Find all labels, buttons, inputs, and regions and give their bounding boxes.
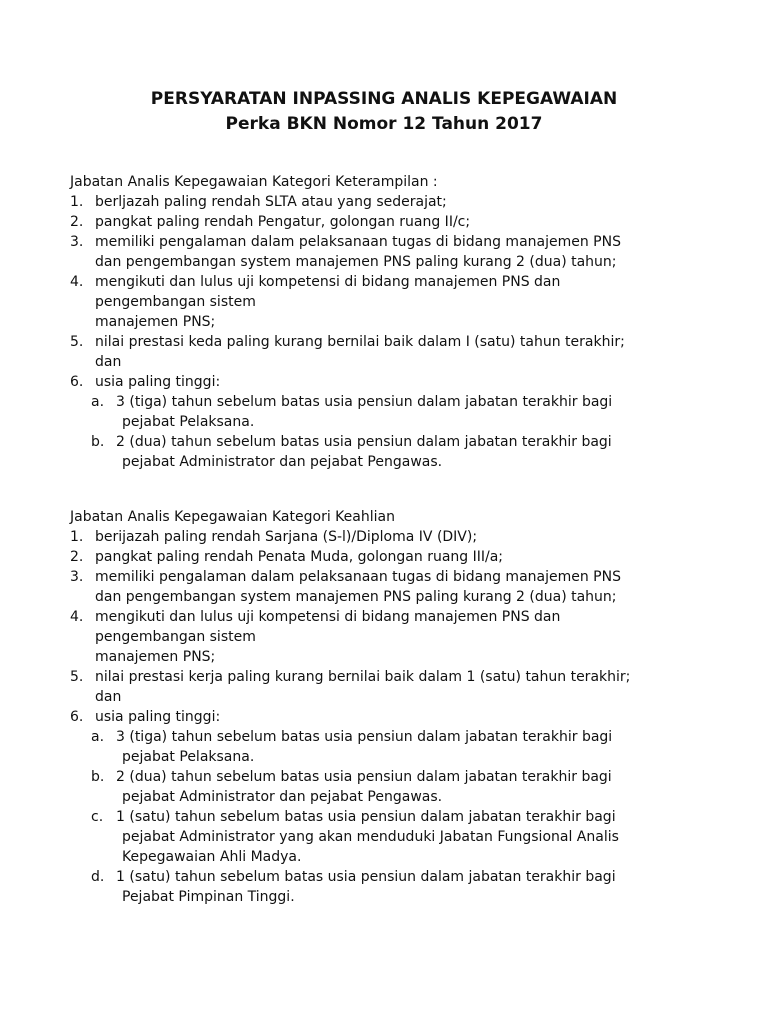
item-text-line: pangkat paling rendah Penata Muda, golongan ruang III/a; [95, 549, 504, 565]
item-text [95, 272, 710, 332]
item-number: 2. [70, 549, 84, 565]
item-text-line: berijazah paling rendah Sarjana (S-l)/Diploma IV (DIV); [95, 529, 478, 545]
item-text [95, 232, 710, 272]
item-number: 2. [70, 214, 84, 230]
item-text-line: dan [95, 689, 122, 705]
item-text-line: dan [95, 354, 122, 370]
list-item [70, 707, 710, 907]
item-text-line: pengembangan sistem [95, 294, 256, 310]
sub-item-text-line: pejabat Administrator yang akan menduduki Jabatan Fungsional Analis [122, 829, 619, 845]
sub-item-text-line: pejabat Pelaksana. [122, 414, 255, 430]
item-text [95, 607, 710, 667]
sub-item-letter: d. [91, 869, 105, 885]
sub-item-text-line: 1 (satu) tahun sebelum batas usia pensiun dalam jabatan terakhir bagi [116, 809, 616, 825]
item-text-line: pengembangan sistem [95, 629, 256, 645]
sub-item [91, 767, 710, 807]
requirement-list [70, 192, 710, 472]
list-item [70, 547, 710, 567]
item-text-line: dan pengembangan system manajemen PNS paling kurang 2 (dua) tahun; [95, 589, 617, 605]
item-text-line: usia paling tinggi: [95, 709, 221, 725]
list-item [70, 372, 710, 472]
sub-item [91, 392, 710, 432]
item-text-line: pangkat paling rendah Pengatur, golongan ruang II/c; [95, 214, 471, 230]
sub-item [91, 727, 710, 767]
list-item [70, 192, 710, 212]
item-text-line: manajemen PNS; [95, 314, 216, 330]
item-text-line: memiliki pengalaman dalam pelaksanaan tugas di bidang manajemen PNS [95, 234, 621, 250]
item-number: 5. [70, 669, 84, 685]
list-item [70, 272, 710, 332]
item-number: 4. [70, 274, 84, 290]
sub-item [91, 807, 710, 867]
item-number: 1. [70, 194, 84, 210]
sub-item-text-line: 3 (tiga) tahun sebelum batas usia pensiun dalam jabatan terakhir bagi [116, 729, 613, 745]
sub-item-letter: c. [91, 809, 104, 825]
item-number: 3. [70, 569, 84, 585]
item-text [95, 667, 710, 707]
requirement-list [70, 527, 710, 907]
sub-item-text-line: Pejabat Pimpinan Tinggi. [122, 889, 295, 905]
item-text-line: mengikuti dan lulus uji kompetensi di bidang manajemen PNS dan [95, 609, 561, 625]
sub-item-letter: a. [91, 729, 105, 745]
item-text [95, 527, 710, 547]
item-number: 6. [70, 709, 84, 725]
section-heading: Jabatan Analis Kepegawaian Kategori Keahlian [70, 509, 395, 525]
sub-item-text [116, 807, 710, 867]
sub-item-text-line: 2 (dua) tahun sebelum batas usia pensiun dalam jabatan terakhir bagi [116, 769, 612, 785]
item-text-line: memiliki pengalaman dalam pelaksanaan tugas di bidang manajemen PNS [95, 569, 621, 585]
list-item [70, 527, 710, 547]
sub-item-letter: a. [91, 394, 105, 410]
sub-item-text-line: 3 (tiga) tahun sebelum batas usia pensiun dalam jabatan terakhir bagi [116, 394, 613, 410]
sub-item-text [116, 432, 710, 472]
item-text-line: usia paling tinggi: [95, 374, 221, 390]
item-text-line: nilai prestasi kerja paling kurang bernilai baik dalam 1 (satu) tahun terakhir; [95, 669, 631, 685]
list-item [70, 232, 710, 272]
sub-item-text-line: 2 (dua) tahun sebelum batas usia pensiun dalam jabatan terakhir bagi [116, 434, 612, 450]
item-text-line: manajemen PNS; [95, 649, 216, 665]
item-number: 4. [70, 609, 84, 625]
sub-item [91, 867, 710, 907]
item-text [95, 192, 710, 212]
item-text-line: berljazah paling rendah SLTA atau yang sederajat; [95, 194, 447, 210]
item-text [95, 547, 710, 567]
item-text-line: nilai prestasi keda paling kurang bernilai baik dalam I (satu) tahun terakhir; [95, 334, 625, 350]
sub-item-letter: b. [91, 434, 105, 450]
list-item [70, 332, 710, 372]
sub-list [91, 727, 710, 907]
item-text [95, 567, 710, 607]
sub-item-text-line: 1 (satu) tahun sebelum batas usia pensiun dalam jabatan terakhir bagi [116, 869, 616, 885]
item-text [91, 372, 710, 472]
item-text [95, 332, 710, 372]
sub-item-text-line: pejabat Administrator dan pejabat Pengawas. [122, 789, 443, 805]
sub-item-text-line: pejabat Pelaksana. [122, 749, 255, 765]
section-keterampilan [70, 172, 710, 472]
section-keahlian [70, 507, 710, 907]
section-heading: Jabatan Analis Kepegawaian Kategori Keterampilan : [70, 174, 438, 190]
document-title: PERSYARATAN INPASSING ANALIS KEPEGAWAIAN [150, 89, 618, 109]
item-text-line: dan pengembangan system manajemen PNS paling kurang 2 (dua) tahun; [95, 254, 617, 270]
document-subtitle: Perka BKN Nomor 12 Tahun 2017 [225, 114, 543, 134]
sub-item-text [116, 727, 710, 767]
item-number: 1. [70, 529, 84, 545]
item-number: 6. [70, 374, 84, 390]
sub-item-text-line: Kepegawaian Ahli Madya. [122, 849, 302, 865]
sub-item-text [116, 767, 710, 807]
sub-list [91, 392, 710, 472]
sub-item-text [116, 867, 710, 907]
item-text [95, 212, 710, 232]
list-item [70, 607, 710, 667]
item-text [91, 707, 710, 907]
list-item [70, 212, 710, 232]
item-number: 5. [70, 334, 84, 350]
item-number: 3. [70, 234, 84, 250]
item-text-line: mengikuti dan lulus uji kompetensi di bidang manajemen PNS dan [95, 274, 561, 290]
list-item [70, 667, 710, 707]
sub-item-text-line: pejabat Administrator dan pejabat Pengawas. [122, 454, 443, 470]
sub-item-text [116, 392, 710, 432]
list-item [70, 567, 710, 607]
sub-item-letter: b. [91, 769, 105, 785]
sub-item [91, 432, 710, 472]
